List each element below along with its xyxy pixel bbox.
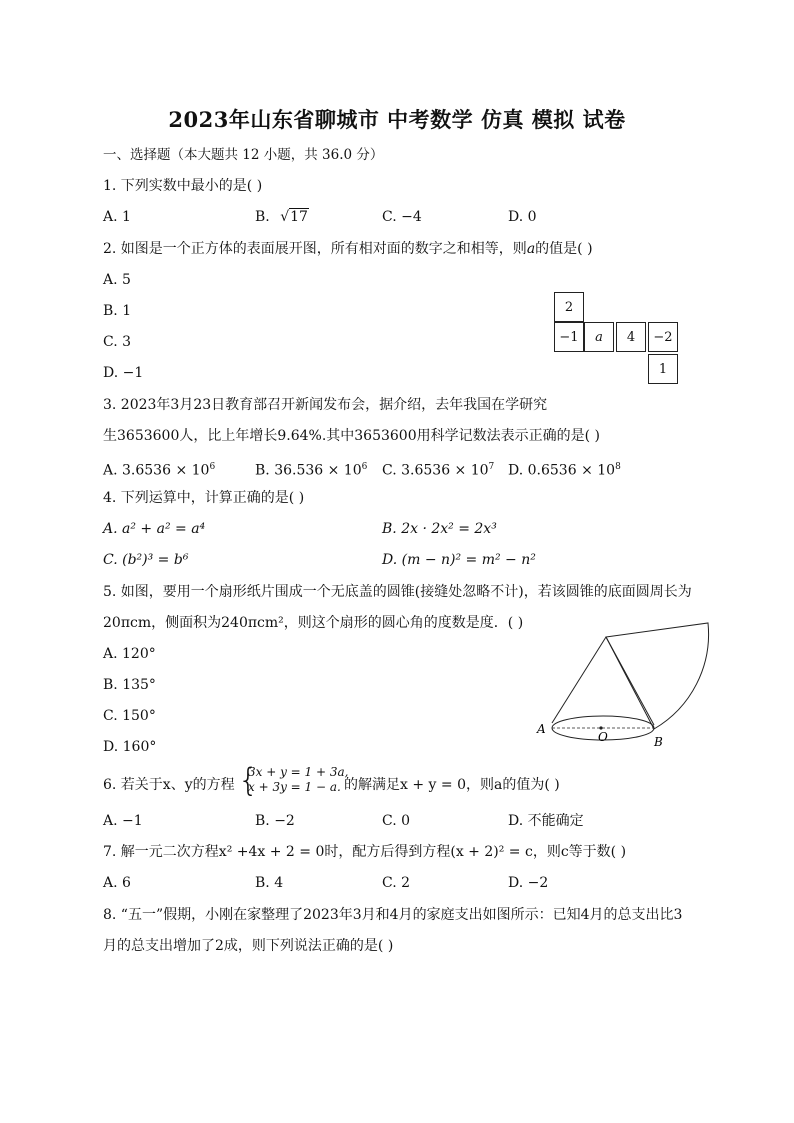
q6-option-a: A. −1 bbox=[103, 813, 143, 829]
net-cell-1: −1 bbox=[554, 322, 584, 352]
brace-icon: { bbox=[238, 761, 259, 799]
question-4-stem: 4. 下列运算中，计算正确的是( ) bbox=[103, 490, 305, 506]
q1-option-b-label: B. bbox=[255, 209, 270, 225]
equation-1: 3x + y = 1 + 3a, bbox=[248, 765, 349, 779]
q1-option-d: D. 0 bbox=[508, 209, 537, 225]
question-2-stem bbox=[103, 240, 593, 258]
question-6-stem-post: 的解满足x + y = 0，则a的值为( ) bbox=[344, 777, 560, 793]
q3-option-d-exp: 8 bbox=[615, 462, 621, 472]
cone-right-edge bbox=[606, 637, 654, 725]
q3-option-a-base: A. 3.6536 × 10 bbox=[103, 462, 210, 479]
question-6-stem-pre: 6. 若关于x、y的方程 bbox=[103, 777, 235, 793]
q1-option-a: A. 1 bbox=[103, 209, 131, 225]
q2-option-a: A. 5 bbox=[103, 272, 131, 288]
cone-sector-figure bbox=[530, 615, 730, 755]
q5-option-a: A. 120° bbox=[103, 646, 156, 662]
sqrt-icon: √17 bbox=[280, 209, 308, 225]
q4-option-c: C. (b²)³ = b⁶ bbox=[103, 552, 189, 568]
point-o-label: O bbox=[598, 730, 608, 744]
q4-option-a: A. a² + a² = a⁴ bbox=[103, 521, 206, 537]
section-heading: 一、选择题（本大题共 12 小题，共 36.0 分） bbox=[103, 147, 384, 163]
question-8-stem-line1: 8. “五一”假期，小刚在家整理了2023年3月和4月的家庭支出如图所示：已知4月的总支出比3 bbox=[103, 907, 683, 923]
net-cell-4: −2 bbox=[648, 322, 678, 352]
q3-option-a-exp: 6 bbox=[209, 462, 216, 472]
q7-option-d: D. −2 bbox=[508, 875, 549, 891]
q2-stem-text: 2. 如图是一个正方体的表面展开图，所有相对面的数字之和相等，则 bbox=[103, 241, 527, 257]
q3-option-d-base: D. 0.6536 × 10 bbox=[508, 462, 616, 479]
q3-option-b bbox=[255, 458, 367, 480]
q2-option-c: C. 3 bbox=[103, 334, 132, 350]
q1-option-b-radicand: 17 bbox=[290, 209, 308, 225]
net-cell-3: 4 bbox=[616, 322, 646, 352]
q1-option-c: C. −4 bbox=[382, 209, 422, 225]
question-1-stem: 1. 下列实数中最小的是( ) bbox=[103, 178, 263, 194]
q3-option-d bbox=[508, 458, 621, 480]
q6-option-d: D. 不能确定 bbox=[508, 813, 584, 829]
question-3-stem-line2: 生3653600人，比上年增长9.64%.其中3653600用科学记数法表示正确的是( ) bbox=[103, 428, 600, 444]
q5-option-b: B. 135° bbox=[103, 677, 156, 693]
question-3-stem-line1: 3. 2023年3月23日教育部召开新闻发布会，据介绍，去年我国在学研究 bbox=[103, 397, 548, 413]
cone-left-edge bbox=[552, 637, 606, 723]
question-8-stem-line2: 月的总支出增加了2成，则下列说法正确的是( ) bbox=[103, 938, 394, 954]
q7-option-b: B. 4 bbox=[255, 875, 284, 891]
q3-option-a bbox=[103, 458, 215, 480]
q5-option-c: C. 150° bbox=[103, 708, 156, 724]
sector-shape bbox=[606, 623, 709, 729]
q7-option-c: C. 2 bbox=[382, 875, 411, 891]
page-title: 2023年山东省聊城市 中考数学 仿真 模拟 试卷 bbox=[168, 107, 626, 132]
q3-option-c bbox=[382, 458, 494, 480]
question-5-stem-line1: 5. 如图，要用一个扇形纸片围成一个无底盖的圆锥(接缝处忽略不计)，若该圆锥的底面圆周长为 bbox=[103, 584, 692, 600]
net-cell-top: 2 bbox=[554, 292, 584, 322]
net-cell-2: a bbox=[584, 322, 614, 352]
q2-stem-end: 的值是( ) bbox=[535, 241, 593, 257]
q2-var: a bbox=[526, 241, 536, 257]
q3-option-b-exp: 6 bbox=[361, 462, 368, 472]
q2-option-b: B. 1 bbox=[103, 303, 132, 319]
q4-option-d: D. (m − n)² = m² − n² bbox=[382, 552, 536, 568]
q3-option-c-exp: 7 bbox=[488, 462, 495, 472]
q5-option-d: D. 160° bbox=[103, 739, 157, 755]
q4-option-b: B. 2x · 2x² = 2x³ bbox=[382, 521, 497, 537]
q3-option-b-base: B. 36.536 × 10 bbox=[255, 462, 362, 479]
question-7-stem: 7. 解一元二次方程x² +4x + 2 = 0时，配方后得到方程(x + 2)² = c，则c等于数( ) bbox=[103, 844, 627, 860]
q6-option-c: C. 0 bbox=[382, 813, 411, 829]
point-a-label: A bbox=[537, 722, 546, 736]
question-5-stem-line2: 20πcm，侧面积为240πcm²，则这个扇形的圆心角的度数是度．( ) bbox=[103, 615, 524, 631]
equation-2: x + 3y = 1 − a. bbox=[248, 780, 341, 794]
q7-option-a: A. 6 bbox=[103, 875, 131, 891]
net-cell-bottom: 1 bbox=[648, 354, 678, 384]
q3-option-c-base: C. 3.6536 × 10 bbox=[382, 462, 489, 479]
point-b-label: B bbox=[654, 735, 663, 749]
q6-option-b: B. −2 bbox=[255, 813, 295, 829]
q1-option-b bbox=[255, 208, 309, 226]
q2-option-d: D. −1 bbox=[103, 365, 144, 381]
